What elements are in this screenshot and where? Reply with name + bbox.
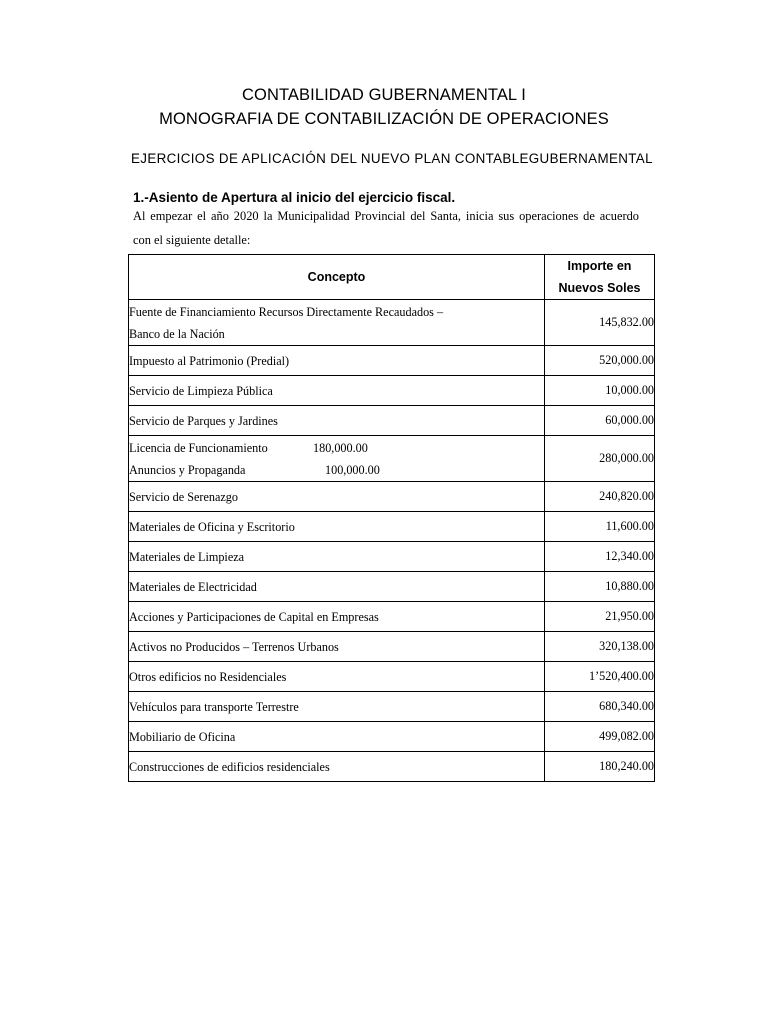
concept-cell: Servicio de Serenazgo xyxy=(129,482,545,512)
concept-cell: Mobiliario de Oficina xyxy=(129,722,545,752)
concept-cell: Construcciones de edificios residenciales xyxy=(129,752,545,782)
concept-cell xyxy=(129,300,545,346)
amount-cell: 145,832.00 xyxy=(545,300,655,346)
document-subtitle: EJERCICIOS DE APLICACIÓN DEL NUEVO PLAN CONTABLEGUBERNAMENTAL xyxy=(131,151,653,166)
concept-cell: Impuesto al Patrimonio (Predial) xyxy=(129,346,545,376)
amount-cell: 499,082.00 xyxy=(545,722,655,752)
table-row xyxy=(129,752,655,782)
header-concept: Concepto xyxy=(129,255,545,300)
table-header-row xyxy=(129,255,655,300)
amount-cell: 11,600.00 xyxy=(545,512,655,542)
concept-cell xyxy=(129,436,545,482)
concept-cell: Servicio de Parques y Jardines xyxy=(129,406,545,436)
table-row xyxy=(129,512,655,542)
table-row xyxy=(129,406,655,436)
intro-paragraph-line: con el siguiente detalle: xyxy=(133,233,251,247)
table-row xyxy=(129,602,655,632)
concept-subline xyxy=(129,459,544,481)
table-row xyxy=(129,376,655,406)
amount-cell: 240,820.00 xyxy=(545,482,655,512)
header-amount xyxy=(545,255,655,300)
table-row xyxy=(129,692,655,722)
concept-cell: Acciones y Participaciones de Capital en Empresas xyxy=(129,602,545,632)
table-row xyxy=(129,722,655,752)
amount-cell: 680,340.00 xyxy=(545,692,655,722)
intro-paragraph-line: Al empezar el año 2020 la Municipalidad Provincial del Santa, inicia sus operaciones de acuerdo xyxy=(133,209,639,223)
subconcept-name: Anuncios y Propaganda xyxy=(129,462,246,477)
concept-cell: Materiales de Electricidad xyxy=(129,572,545,602)
amount-cell: 12,340.00 xyxy=(545,542,655,572)
concept-cell: Servicio de Limpieza Pública xyxy=(129,376,545,406)
concept-line: Fuente de Financiamiento Recursos Directamente Recaudados – xyxy=(129,304,444,319)
amount-cell: 280,000.00 xyxy=(545,436,655,482)
amount-cell: 10,880.00 xyxy=(545,572,655,602)
document-title: CONTABILIDAD GUBERNAMENTAL I xyxy=(242,86,526,104)
table-row xyxy=(129,572,655,602)
table-row xyxy=(129,346,655,376)
concept-cell: Materiales de Oficina y Escritorio xyxy=(129,512,545,542)
table-row xyxy=(129,300,655,346)
header-amount-line: Importe en xyxy=(567,259,632,273)
concept-line: Banco de la Nación xyxy=(129,326,225,341)
concept-cell: Materiales de Limpieza xyxy=(129,542,545,572)
concepts-table xyxy=(128,254,655,782)
table-row xyxy=(129,436,655,482)
table-row xyxy=(129,632,655,662)
amount-cell: 180,240.00 xyxy=(545,752,655,782)
amount-cell: 520,000.00 xyxy=(545,346,655,376)
amount-cell: 60,000.00 xyxy=(545,406,655,436)
concept-subline xyxy=(129,437,544,459)
amount-cell: 21,950.00 xyxy=(545,602,655,632)
subconcept-name: Licencia de Funcionamiento xyxy=(129,440,268,455)
table-row xyxy=(129,662,655,692)
table-row xyxy=(129,482,655,512)
subconcept-value: 100,000.00 xyxy=(325,462,380,477)
concept-cell: Otros edificios no Residenciales xyxy=(129,662,545,692)
amount-cell: 320,138.00 xyxy=(545,632,655,662)
concept-cell: Vehículos para transporte Terrestre xyxy=(129,692,545,722)
concept-cell: Activos no Producidos – Terrenos Urbanos xyxy=(129,632,545,662)
section-heading: 1.-Asiento de Apertura al inicio del ejercicio fiscal. xyxy=(133,190,456,205)
amount-cell: 1’520,400.00 xyxy=(545,662,655,692)
subconcept-value: 180,000.00 xyxy=(313,440,368,455)
amount-cell: 10,000.00 xyxy=(545,376,655,406)
document-title-secondary: MONOGRAFIA DE CONTABILIZACIÓN DE OPERACIONES xyxy=(159,110,609,128)
table-row xyxy=(129,542,655,572)
header-amount-line: Nuevos Soles xyxy=(558,281,641,295)
